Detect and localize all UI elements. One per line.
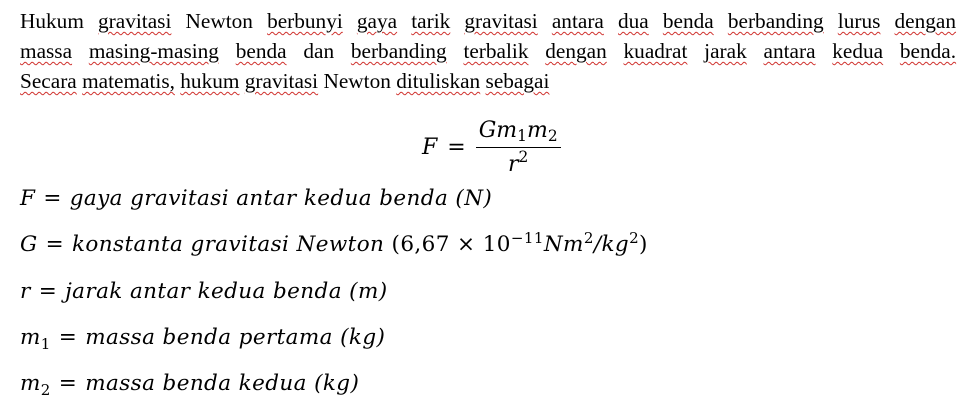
def-subscript: 2 [40,380,51,399]
spellcheck-word[interactable]: terbalik [463,39,529,63]
definition-F[interactable] [20,186,492,211]
exponent-2: 2 [518,148,529,167]
gravitation-formula[interactable] [422,112,561,182]
def-equals: = [58,325,78,350]
spellcheck-word[interactable]: gravitasi [464,9,538,33]
def-close-paren: ) [639,232,648,257]
symbol-r: r [508,151,519,177]
def-unit: /kg [593,232,630,257]
def-unit: (m) [349,279,388,304]
spellcheck-word[interactable]: masing-masing [88,39,219,63]
symbol-m: m [526,117,548,143]
formula-numerator [476,118,561,148]
def-symbol: F [20,186,36,211]
spellcheck-word[interactable]: antara [763,39,816,63]
spellcheck-word[interactable]: kedua [832,39,884,63]
word: dan [303,39,335,63]
spellcheck-word[interactable]: dituliskan [396,69,481,93]
spellcheck-word[interactable]: berbanding [727,9,824,33]
spellcheck-word[interactable]: sebagai [485,69,550,93]
spellcheck-word[interactable]: lurus [837,9,881,33]
spellcheck-word[interactable]: benda [662,9,714,33]
def-text: massa benda kedua [85,371,307,396]
formula-denominator [508,148,528,177]
def-equals: = [38,279,58,304]
def-unit: Nm [543,232,584,257]
def-subscript: 1 [40,334,51,353]
def-unit: (N) [455,186,493,211]
def-equals: = [43,186,62,211]
symbol-m: m [496,117,518,143]
definition-m1[interactable] [20,325,386,353]
spellcheck-word[interactable]: antara [551,9,604,33]
def-symbol: m [20,371,41,396]
spellcheck-word[interactable]: gravitasi [244,69,319,93]
spellcheck-word[interactable]: jarak [704,39,747,63]
word: Newton [185,9,253,33]
spellcheck-word[interactable]: hukum [180,69,240,93]
spellcheck-word[interactable]: kuadrat [623,39,688,63]
def-exponent: 2 [629,228,640,247]
spellcheck-word[interactable]: benda. [899,39,957,63]
spellcheck-word[interactable]: matematis, [82,69,175,93]
definition-G[interactable] [20,228,648,257]
spellcheck-word[interactable]: gaya [356,9,398,33]
def-equals: = [58,371,78,396]
word: Newton [323,69,391,93]
spellcheck-word[interactable]: Secara [20,69,77,93]
def-text: massa benda pertama [85,325,333,350]
intro-paragraph [20,6,956,96]
spellcheck-word[interactable]: dengan [545,39,607,63]
def-unit: (kg) [314,371,360,396]
definition-r[interactable] [20,279,388,304]
def-text: gaya gravitasi antar kedua benda [69,186,449,211]
formula-fraction [476,118,561,177]
spellcheck-word[interactable]: berbanding [350,39,447,63]
paragraph-line-2 [20,36,956,66]
spellcheck-word[interactable]: dua [618,9,649,33]
def-symbol: m [20,325,41,350]
spellcheck-word[interactable]: gravitasi [98,9,172,33]
paragraph-line-1 [20,6,956,36]
spellcheck-word[interactable]: benda [235,39,287,63]
def-constant-value: (6,67 × 10 [391,232,511,257]
subscript-1: 1 [517,127,527,146]
def-symbol: r [20,279,31,304]
formula-equals: = [447,134,466,160]
spellcheck-word[interactable]: tarik [411,9,451,33]
spellcheck-word[interactable]: massa [20,39,73,63]
word: Hukum [20,9,84,33]
spellcheck-word[interactable]: berbunyi [267,9,343,33]
definition-m2[interactable] [20,371,360,399]
def-text: konstanta gravitasi Newton [72,232,385,257]
subscript-2: 2 [547,127,558,146]
def-equals: = [45,232,64,257]
def-exponent: 2 [583,228,594,247]
def-exponent: −11 [510,228,544,247]
formula-lhs: F [422,134,438,160]
paragraph-line-3 [20,66,956,96]
def-symbol: G [20,232,38,257]
def-text: jarak antar kedua benda [65,279,342,304]
spellcheck-word[interactable]: dengan [894,9,957,33]
def-unit: (kg) [340,325,386,350]
symbol-G: G [478,117,497,143]
